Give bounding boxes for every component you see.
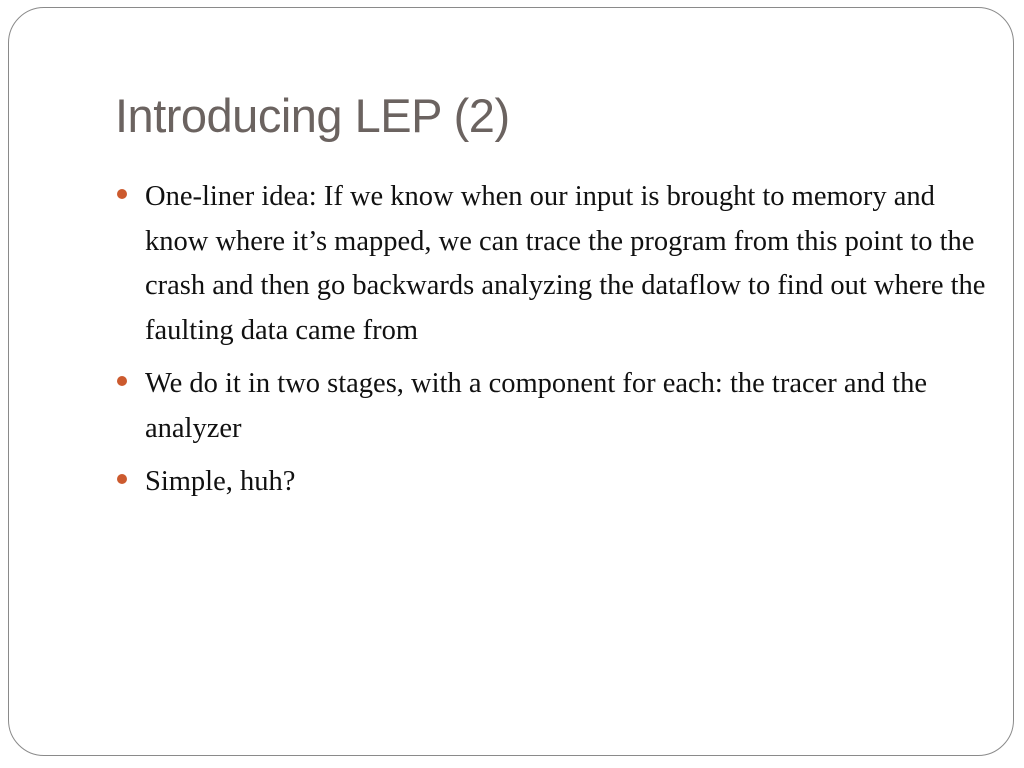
bullet-list: [113, 175, 993, 514]
bullet-text: We do it in two stages, with a component for each: the tracer and the analyzer: [145, 368, 927, 444]
list-item: [113, 362, 993, 451]
bullet-text: Simple, huh?: [145, 466, 296, 497]
bullet-text: One-liner idea: If we know when our input is brought to memory and know where it’s mapped, we can trace the program from this point to the crash and then go backwards analyzing the dataflow to find out where the faulting data came from: [145, 181, 986, 346]
list-item: [113, 460, 993, 505]
bullet-dot-icon: [117, 376, 127, 386]
bullet-dot-icon: [117, 189, 127, 199]
slide-frame: [8, 7, 1014, 756]
slide-title: Introducing LEP (2): [115, 89, 510, 142]
bullet-dot-icon: [117, 474, 127, 484]
list-item: [113, 175, 993, 353]
